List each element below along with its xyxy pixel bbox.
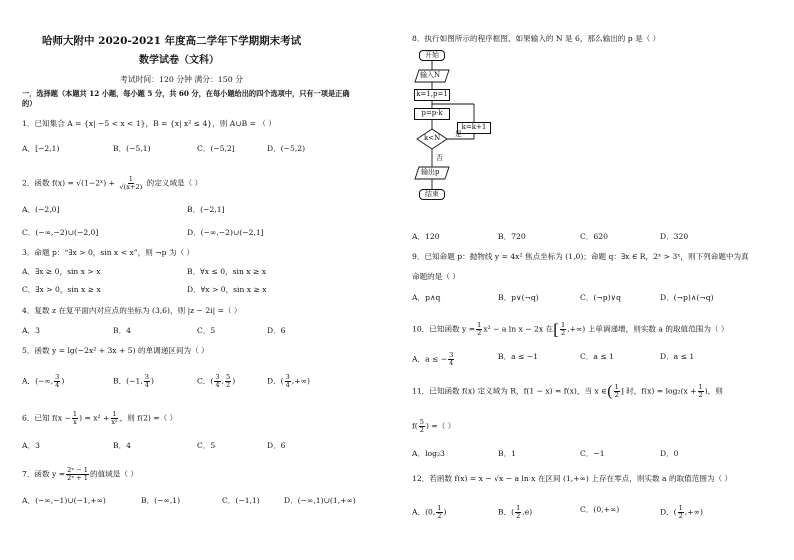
q9-option-d: D．(¬p)∧(¬q) [660, 293, 714, 302]
q11-frac-num: 1 [698, 383, 703, 391]
q11-frac-den: 2 [698, 391, 703, 399]
q5-d-frac [285, 374, 291, 389]
left-column [22, 0, 392, 560]
q10-option-a [412, 352, 455, 367]
q7-suffix: 的值域是（ ） [90, 469, 138, 479]
q5-c-den2: 2 [226, 381, 231, 389]
q5-option-d [267, 374, 310, 389]
q7-frac-num: 2ˣ − 1 [67, 466, 88, 474]
q6-option-c: C．5 [197, 441, 216, 450]
q10-prefix: 10．已知函数 y = [412, 324, 476, 334]
q10-a-num: 3 [449, 351, 454, 359]
q12-option-b [498, 505, 532, 520]
flowchart-assign: p=p·k [414, 108, 450, 120]
question-10-stem [412, 322, 729, 337]
q8-option-c: C．620 [580, 232, 608, 241]
q12-a-den: 2 [437, 512, 442, 520]
q2-fraction [118, 176, 143, 191]
q11-l2-frac [419, 419, 425, 434]
q5-a-post: ) [61, 376, 65, 386]
q5-c-mid: , [221, 376, 224, 386]
q12-d-post: ,+∞) [684, 507, 703, 517]
q12-d-num: 1 [678, 504, 683, 512]
q5-option-c [197, 374, 235, 389]
q5-c-den1: 4 [215, 381, 220, 389]
q5-a-pre: A．(−∞, [22, 376, 54, 386]
section-heading: 一．选择题（本题共 12 小题，每小题 5 分，共 60 分，在每小题给出的四个选项中，只有一项是正确 [22, 89, 350, 98]
q5-b-den: 4 [144, 381, 149, 389]
q11-l2-pre: f( [412, 421, 418, 431]
q12-b-den: 2 [516, 512, 521, 520]
q10-frac1 [476, 322, 482, 337]
q8-option-a: A．120 [412, 232, 440, 241]
q12-option-a [412, 505, 446, 520]
q7-option-c: C．(−1,1) [222, 496, 260, 505]
q6-middle: ) = x² + [79, 413, 110, 423]
q3-option-b: B．∀x ≤ 0，sin x ≥ x [187, 267, 267, 276]
q11-int-den: 2 [614, 391, 619, 399]
q11-option-a: A．log₂3 [412, 449, 445, 458]
q10-option-b: B．a ≤ −1 [498, 352, 539, 361]
question-9-stem-cont: 命题的是（ ） [412, 272, 460, 281]
q3-option-d: D．∀x > 0，sin x ≥ x [187, 285, 267, 294]
q7-frac [66, 467, 89, 482]
question-11-stem [412, 384, 723, 399]
q1-option-a: A．[−2,1) [22, 144, 60, 153]
q12-d-pre: D．( [660, 507, 677, 517]
flowchart-condition: k<N [424, 134, 441, 142]
q6-option-d: D．6 [267, 441, 286, 450]
q5-a-num: 3 [55, 373, 60, 381]
q12-a-post: ) [443, 507, 447, 517]
q5-b-pre: B．(−1, [113, 376, 143, 386]
q3-option-a: A．∃x ≥ 0，sin x > x [22, 267, 101, 276]
question-6-stem [22, 411, 177, 426]
q5-d-post: ,+∞) [291, 376, 310, 386]
question-11-stem-cont [412, 419, 455, 434]
q6-prefix: 6．已知 f(x − [22, 413, 71, 423]
q6-frac1-num: 1 [72, 410, 78, 418]
q6-option-a: A．3 [22, 441, 40, 450]
q4-option-c: C．5 [197, 326, 216, 335]
q11-int-num: 1 [614, 383, 619, 391]
q10-frac1-den: 2 [477, 329, 482, 337]
q5-b-num: 3 [144, 373, 149, 381]
question-9-stem: 9．已知命题 p：抛物线 y = 4x² 焦点坐标为 (1,0)；命题 q：∃x ∈ R，2ˣ > 3ˣ，则下列命题中为真 [412, 252, 749, 261]
q5-d-num: 3 [285, 373, 290, 381]
q4-option-d: D．6 [267, 326, 286, 335]
q10-interval-frac [560, 322, 566, 337]
q6-frac1 [72, 411, 78, 426]
q10-option-d: D．a ≤ 1 [660, 352, 695, 361]
question-4-stem: 4．复数 z 在复平面内对应点的坐标为 (3,6)，则 |z − 2i| =（ ） [22, 306, 242, 315]
q5-c-pre: C．( [197, 376, 214, 386]
question-8-stem: 8．执行如图所示的程序框图，如果输入的 N 是 6，那么输出的 p 是（ ） [412, 34, 661, 43]
question-2-stem [22, 176, 202, 191]
q12-a-pre: A．(0, [412, 507, 436, 517]
flowchart-increment: k=k+1 [457, 122, 491, 134]
q11-option-c: C．−1 [580, 449, 605, 458]
q12-d-den: 2 [678, 512, 683, 520]
q4-option-b: B．4 [113, 326, 132, 335]
flowchart-init: k=1,p=1 [414, 89, 450, 101]
q12-option-d [660, 505, 703, 520]
q9-option-c: C．(¬p)∨q [580, 293, 621, 302]
q11-mid: ] 时，f(x) = log₂(x + [620, 386, 697, 396]
question-5-stem: 5．函数 y = lg(−2x² + 3x + 5) 的单调递区间为（ ） [22, 346, 209, 355]
question-7-stem [22, 467, 138, 482]
q10-a-pre: A．a ≤ − [412, 354, 448, 364]
q11-l2-post: ) =（ ） [425, 421, 456, 431]
q2-option-d: D．(−∞,−2)∪(−2,1] [187, 228, 264, 237]
q12-option-c: C．(0,+∞) [580, 505, 620, 514]
flowchart-no-label: 否 [436, 154, 443, 162]
exam-subtitle: 数学试卷（文科） [139, 55, 219, 66]
exam-info: 考试时间：120 分钟 满分：150 分 [120, 75, 243, 84]
q11-option-b: B．1 [498, 449, 517, 458]
flowchart-yes-label: 是 [455, 130, 462, 138]
q8-option-d: D．320 [660, 232, 689, 241]
q12-b-num: 1 [516, 504, 521, 512]
q5-b-post: ) [150, 376, 154, 386]
q5-option-b [113, 374, 154, 389]
q10-a-den: 4 [449, 359, 454, 367]
q5-c-frac2 [225, 374, 231, 389]
q5-c-num1: 3 [215, 373, 220, 381]
section-heading-cont: 的） [22, 99, 37, 108]
q4-option-a: A．3 [22, 326, 40, 335]
flowchart-start: 开始 [419, 50, 445, 61]
q2-option-c: C．(−∞,−2)∪(−2,0] [22, 228, 99, 237]
right-column [412, 0, 786, 560]
q11-l2-num: 5 [419, 418, 424, 426]
q11-prefix: 11．已知函数 f(x) 定义域为 R，f(1 − x) = f(x)，当 x ∈ [412, 386, 607, 396]
q6-suffix: ，则 f(2) =（ ） [119, 413, 178, 423]
q10-frac1-num: 1 [477, 321, 482, 329]
q10-a-frac [448, 352, 454, 367]
q1-option-b: B．(−5,1) [113, 144, 151, 153]
q2-frac-num: 1 [128, 175, 133, 183]
q9-option-b: B．p∨(¬q) [498, 293, 539, 302]
q10-int-num: 1 [560, 321, 566, 329]
q5-a-frac [54, 374, 60, 389]
q2-frac-den: √(x+2) [119, 183, 143, 191]
q10-suffix: ,+∞) 上单调递增，则实数 a 的取值范围为（ ） [567, 324, 729, 334]
q2-suffix: 的定义域是（ ） [146, 178, 203, 188]
q11-frac [698, 384, 704, 399]
q11-l2-den: 2 [419, 426, 424, 434]
q6-option-b: B．4 [113, 441, 132, 450]
q12-d-frac [678, 505, 684, 520]
q5-b-frac [144, 374, 150, 389]
q1-option-d: D．(−5,2) [267, 144, 306, 153]
q7-option-a: A．(−∞,−1)∪(−1,+∞) [22, 496, 106, 505]
q12-b-frac [515, 505, 521, 520]
flowchart-input: 输入N [420, 71, 441, 79]
q6-frac2-num: 1 [112, 410, 117, 418]
q6-frac2 [110, 411, 118, 426]
q7-option-d: D．(−∞,1)∪(1,+∞) [284, 496, 356, 505]
exam-title: 哈师大附中 2020-2021 年度高二学年下学期期末考试 [42, 35, 302, 47]
q10-int-den: 2 [560, 329, 566, 337]
q11-bracket: ( [606, 382, 613, 401]
q11-suffix: )，则 [704, 386, 723, 396]
q5-c-num2: 5 [226, 373, 231, 381]
question-3-stem: 3．命题 p：“∃x > 0，sin x < x”，则 ¬p 为（ ） [22, 248, 195, 257]
q1-option-c: C．(−5,2] [197, 144, 235, 153]
q8-option-b: B．720 [498, 232, 526, 241]
q6-frac2-den: x² [111, 418, 118, 426]
q7-prefix: 7．函数 y = [22, 469, 66, 479]
q5-d-pre: D．( [267, 376, 284, 386]
q2-option-b: B．(−2,1] [187, 205, 225, 214]
q10-option-c: C．a ≤ 1 [580, 352, 614, 361]
q6-frac1-den: x [73, 418, 77, 426]
q2-option-a: A．(−2,0] [22, 205, 60, 214]
q3-option-c: C．∃x > 0，sin x ≥ x [22, 285, 101, 294]
flowchart [412, 46, 502, 226]
q5-a-den: 4 [55, 381, 60, 389]
q12-a-frac [436, 505, 442, 520]
q7-option-b: B．(−∞,1) [141, 496, 181, 505]
q5-option-a [22, 374, 64, 389]
q10-bracket: [ [553, 320, 559, 339]
q10-middle: x² − a ln x − 2x 在 [483, 324, 554, 334]
q7-frac-den: 2ˣ + 1 [67, 474, 88, 482]
q5-c-post: ) [232, 376, 236, 386]
flowchart-output: 输出p [421, 168, 440, 176]
q12-b-pre: B．( [498, 507, 515, 517]
q12-a-num: 1 [437, 504, 442, 512]
q11-interval-frac [614, 384, 620, 399]
flowchart-end: 结束 [419, 189, 445, 200]
q11-option-d: D．0 [660, 449, 679, 458]
question-1-stem: 1．已知集合 A = {x| −5 < x < 1}，B = {x| x² ≤ 4}，则 A∪B = （ ） [22, 119, 276, 128]
question-12-stem: 12．若函数 f(x) = x − √x − a ln x 在区间 (1,+∞) 上存在零点，则实数 a 的取值范围为（ ） [412, 474, 733, 483]
q5-d-den: 4 [285, 381, 290, 389]
q5-c-frac1 [214, 374, 220, 389]
q12-b-post: ,e) [522, 507, 533, 517]
q9-option-a: A．p∧q [412, 293, 441, 302]
q2-prefix: 2．函数 f(x) = √(1−2ˣ) + [22, 178, 116, 188]
